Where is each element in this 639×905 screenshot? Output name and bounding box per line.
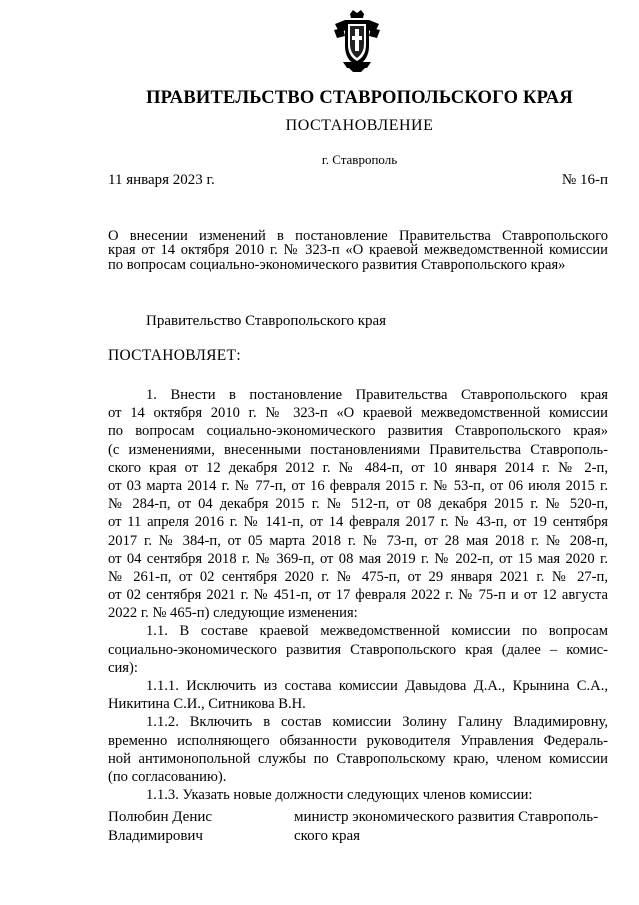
member-position-line: министр экономического развития Ставрополь-: [294, 809, 599, 825]
body-line: 1. Внести в постановление Правительства Ставропольского края: [146, 387, 608, 403]
body-line: (по согласованию).: [108, 768, 227, 785]
body-line: от 14 октября 2010 г. № 323-п «О краевой межведомственной комиссии: [108, 405, 608, 422]
body-line: временно исполняющего обязанности руководителя Управления Федераль-: [108, 732, 608, 749]
member-name-line: Владимирович: [108, 828, 203, 844]
body-line: (с изменениями, внесенными постановлениями Правительства Ставрополь-: [108, 441, 608, 458]
body-line: 1.1.3. Указать новые должности следующих членов комиссии:: [146, 787, 533, 804]
subject-line: по вопросам социально-экономического развития Ставропольского края»: [108, 256, 566, 273]
body-line: 1.1. В составе краевой межведомственной комиссии по вопросам: [146, 623, 608, 640]
document-subject: [108, 229, 608, 272]
document-date: 11 января 2023 г.: [108, 172, 215, 188]
organization-title: ПРАВИТЕЛЬСТВО СТАВРОПОЛЬСКОГО КРАЯ: [146, 88, 573, 108]
body-line: от 04 сентября 2018 г. № 369-п, от 08 мая 2019 г. № 202-п, от 15 мая 2020 г.: [108, 550, 608, 567]
body-line: 2022 г. № 465-п) следующие изменения:: [108, 605, 358, 622]
member-name-line: Полюбин Денис: [108, 809, 213, 825]
body-line: ной антимонопольной службы по Ставропольскому краю, членом комиссии: [108, 750, 608, 767]
body-line: Никитина С.И., Ситникова В.Н.: [108, 696, 306, 713]
body-line: 1.1.1. Исключить из состава комиссии Давыдова Д.А., Крынина С.А.,: [146, 678, 608, 694]
body-line: социально-экономического развития Ставропольского края (далее – комис-: [108, 641, 608, 658]
body-line: 2017 г. № 384-п, от 05 марта 2018 г. № 73-п, от 28 мая 2018 г. № 208-п,: [108, 532, 608, 549]
stavropol-coat-of-arms-icon: [333, 10, 381, 72]
member-position-line: ского края: [294, 828, 361, 844]
member-position: [294, 808, 608, 846]
body-line: от 03 марта 2014 г. № 77-п, от 16 февраля 2015 г. № 53-п, от 06 июля 2015 г.: [108, 477, 608, 494]
subject-line: О внесении изменений в постановление Правительства Ставропольского: [108, 228, 608, 244]
document-number: № 16-п: [561, 172, 608, 188]
body-line: от 02 сентября 2021 г. № 451-п, от 17 февраля 2022 г. № 75-п и от 12 августа: [108, 587, 608, 604]
document-body: [108, 386, 608, 804]
subject-line: края от 14 октября 2010 г. № 323-п «О краевой межведомственной комиссии: [108, 242, 608, 259]
body-line: ского края от 12 декабря 2012 г. № 484-п, от 10 января 2014 г. № 2-п,: [108, 459, 608, 476]
body-line: от 11 апреля 2016 г. № 141-п, от 14 февраля 2017 г. № 43-п, от 19 сентября: [108, 514, 608, 531]
document-type: ПОСТАНОВЛЕНИЕ: [285, 117, 434, 134]
body-line: сия):: [108, 659, 138, 676]
preamble-government: Правительство Ставропольского края: [146, 313, 387, 329]
member-name: [108, 808, 212, 846]
document-place: г. Ставрополь: [321, 152, 398, 167]
preamble-decrees: ПОСТАНОВЛЯЕТ:: [108, 347, 241, 364]
body-line: 1.1.2. Включить в состав комиссии Золину Галину Владимировну,: [146, 714, 608, 731]
body-line: № 284-п, от 04 декабря 2015 г. № 512-п, от 08 декабря 2015 г. № 520-п,: [108, 496, 608, 513]
body-line: по вопросам социально-экономического развития Ставропольского края»: [108, 423, 608, 440]
body-line: № 261-п, от 02 сентября 2020 г. № 475-п, от 29 января 2021 г. № 27-п,: [108, 568, 608, 585]
